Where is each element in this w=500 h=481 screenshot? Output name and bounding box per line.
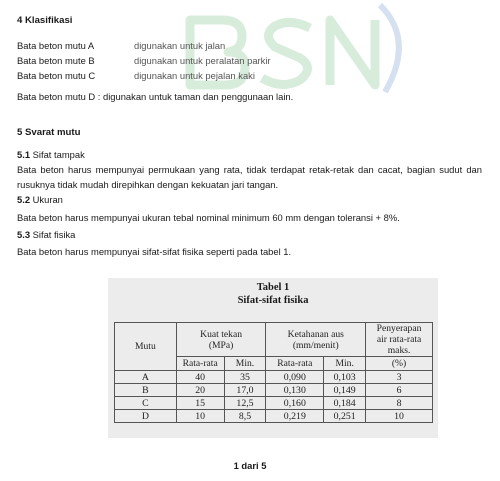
header-ketahanan-aus: [266, 323, 366, 357]
cell-kt-min: 35: [224, 371, 266, 384]
cell-kt-rata: 20: [176, 384, 224, 397]
table-1-subtitle: Sifat-sifat fisika: [237, 295, 309, 306]
section-5-heading: 5 Svarat mutu: [17, 127, 81, 138]
subsection-5-3-title: Sifat fisika: [32, 229, 76, 240]
cell-penyerapan: 6: [366, 384, 433, 397]
class-c-label: Bata beton mutu C: [17, 70, 96, 81]
cell-kt-min: 12,5: [224, 397, 266, 410]
subheader-kt-rata: Rata-rata: [176, 357, 224, 371]
header-kuat-tekan-line1: Kuat tekan: [200, 328, 242, 340]
cell-penyerapan: 8: [366, 397, 433, 410]
page-number: 1 dari 5: [233, 460, 267, 471]
cell-kt-min: 17,0: [224, 384, 266, 397]
cell-ka-rata: 0,090: [266, 371, 324, 384]
subsection-5-3-body: Bata beton harus mempunyai sifat-sifat fisika seperti pada tabel 1.: [17, 246, 292, 257]
cell-kt-min: 8,5: [224, 410, 266, 423]
class-a-label: Bata beton mutu A: [17, 40, 95, 51]
class-d-line: Bata beton mutu D : digunakan untuk taman dan penggunaan lain.: [17, 91, 294, 102]
cell-ka-rata: 0,160: [266, 397, 324, 410]
subheader-kt-min: Min.: [224, 357, 266, 371]
subsection-5-2-heading: [17, 194, 63, 205]
cell-penyerapan: 10: [366, 410, 433, 423]
table-1-title: Tabel 1: [256, 282, 290, 293]
header-penyerapan: [366, 323, 433, 357]
cell-ka-min: 0,184: [324, 397, 366, 410]
header-ketahanan-line1: Ketahanan aus: [287, 328, 344, 340]
subsection-5-2-body: Bata beton harus mempunyai ukuran tebal nominal minimum 60 mm dengan toleransi + 8%.: [17, 212, 400, 223]
cell-ka-min: 0,103: [324, 371, 366, 384]
table-row: [115, 384, 433, 397]
table-1-figure: [108, 278, 438, 438]
cell-kt-rata: 15: [176, 397, 224, 410]
subsection-5-1-number: 5.1: [17, 149, 31, 160]
table-row: [115, 371, 433, 384]
header-kuat-tekan-line2: (MPa): [208, 339, 234, 351]
cell-ka-min: 0,149: [324, 384, 366, 397]
subsection-5-3-heading: [17, 229, 75, 240]
header-penyerapan-line2: air rata-rata maks.: [376, 334, 422, 356]
header-kuat-tekan: [176, 323, 266, 357]
table-row: [115, 410, 433, 423]
subsection-5-1-body: Bata beton harus mempunyai permukaan yang rata, tidak terdapat retak-retak dan cacat, bagian sudut dan rusuknya tidak mudah direpihkan dengan kekuatan jari tangan.: [17, 164, 482, 190]
class-b-label: Bata beton mute B: [17, 55, 95, 66]
cell-mutu: C: [115, 397, 177, 410]
subheader-ka-rata: Rata-rata: [266, 357, 324, 371]
subsection-5-3-number: 5.3: [17, 229, 31, 240]
subheader-ka-min: Min.: [324, 357, 366, 371]
subsection-5-1-title: Sifat tampak: [32, 149, 85, 160]
class-b-use: digunakan untuk peralatan parkir: [134, 55, 271, 66]
subheader-pen-pct: (%): [366, 357, 433, 371]
subsection-5-2-number: 5.2: [17, 194, 31, 205]
physical-properties-table: [114, 322, 433, 423]
cell-penyerapan: 3: [366, 371, 433, 384]
cell-ka-min: 0,251: [324, 410, 366, 423]
cell-ka-rata: 0,219: [266, 410, 324, 423]
subsection-5-1-heading: [17, 149, 85, 160]
subsection-5-2-title: Ukuran: [32, 194, 63, 205]
section-4-heading: 4 Klasifikasi: [17, 15, 73, 26]
cell-mutu: A: [115, 371, 177, 384]
cell-mutu: B: [115, 384, 177, 397]
table-row: [115, 397, 433, 410]
header-mutu: Mutu: [115, 323, 177, 371]
cell-mutu: D: [115, 410, 177, 423]
header-ketahanan-line2: (mm/menit): [292, 339, 339, 351]
cell-ka-rata: 0,130: [266, 384, 324, 397]
cell-kt-rata: 40: [176, 371, 224, 384]
header-penyerapan-line1: Penyerapan: [376, 323, 422, 334]
class-c-use: digunakan untuk pejalan kaki: [134, 70, 255, 81]
cell-kt-rata: 10: [176, 410, 224, 423]
class-a-use: digunakan untuk jalan: [134, 40, 226, 51]
